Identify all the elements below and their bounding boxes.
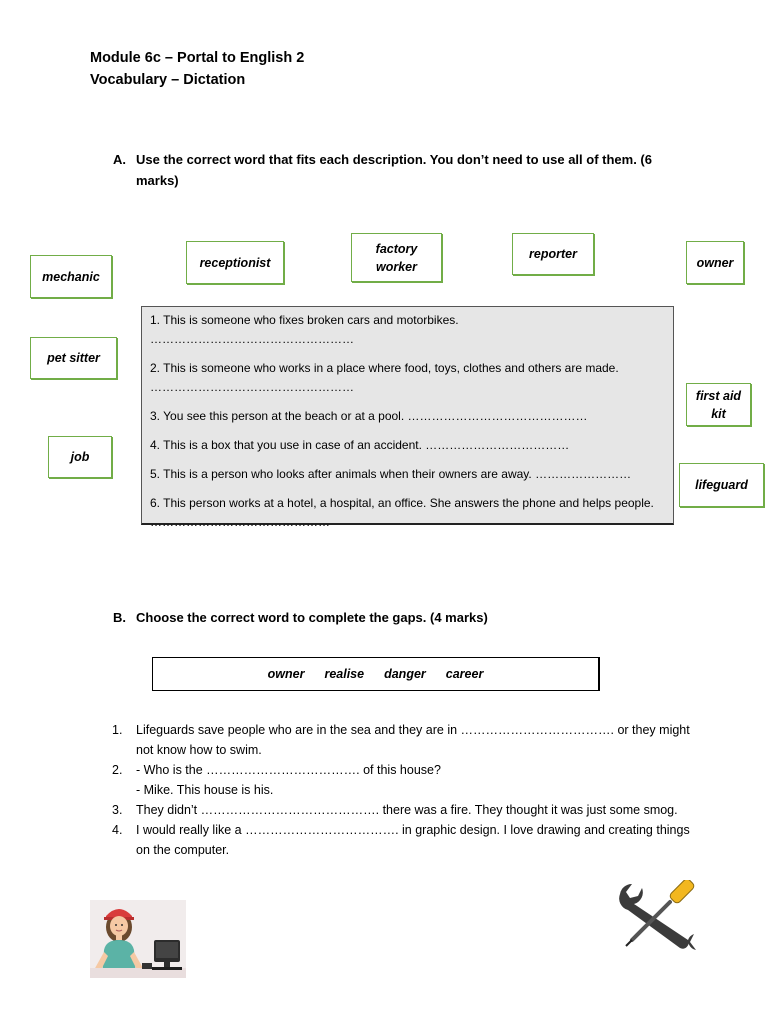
word-box-factory-worker bbox=[351, 233, 442, 282]
word-worker: worker bbox=[376, 259, 417, 274]
gap-item-number: 3. bbox=[112, 803, 123, 817]
gap-item-text: - Mike. This house is his. bbox=[136, 783, 274, 797]
word-box-pet-sitter bbox=[30, 337, 117, 379]
word-lifeguard: lifeguard bbox=[695, 478, 748, 492]
description-3: 3. You see this person at the beach or at a pool. ……………………………………… bbox=[150, 409, 588, 423]
description-6: 6. This person works at a hotel, a hospital, an office. She answers the phone and helps people. ……………………………………… bbox=[150, 496, 654, 529]
word-mechanic: mechanic bbox=[42, 269, 100, 284]
word-pet-sitter: pet sitter bbox=[47, 351, 100, 365]
description-5: 5. This is a person who looks after animals when their owners are away. …………………… bbox=[150, 467, 632, 481]
word-box-receptionist bbox=[186, 241, 284, 284]
word-box-mechanic bbox=[30, 255, 112, 298]
word-kit: kit bbox=[711, 406, 726, 421]
word-owner: owner bbox=[696, 255, 734, 270]
word-box-lifeguard bbox=[679, 463, 764, 507]
gap-item bbox=[112, 800, 692, 820]
section-a-instruction bbox=[136, 149, 696, 191]
word-box-owner bbox=[686, 241, 744, 284]
receptionist-illustration bbox=[90, 900, 186, 978]
gap-item-text: Lifeguards save people who are in the sea and they are in ………………………………. or they might not know how to swim. bbox=[136, 723, 690, 757]
gap-item-number bbox=[112, 780, 136, 800]
section-b-instruction: Choose the correct word to complete the gaps. (4 marks) bbox=[136, 610, 488, 625]
descriptions-box bbox=[141, 306, 674, 529]
word-first-aid: first aid bbox=[695, 388, 742, 403]
description-1: 1. This is someone who fixes broken cars and motorbikes. …………………………………………… bbox=[150, 313, 459, 346]
word-box-reporter bbox=[512, 233, 594, 275]
wrench-screwdriver-icon bbox=[610, 880, 702, 952]
bank-word-danger: danger bbox=[384, 667, 426, 681]
word-box-job bbox=[48, 436, 112, 478]
section-b-letter: B. bbox=[113, 610, 126, 625]
section-a-letter: A. bbox=[113, 152, 126, 167]
gap-item bbox=[112, 760, 692, 780]
description-2: 2. This is someone who works in a place where food, toys, clothes and others are made. …………………………………………… bbox=[150, 361, 619, 394]
bank-word-owner: owner bbox=[267, 667, 305, 681]
gap-item-text: - Who is the ………………………………. of this house? bbox=[136, 763, 441, 777]
gap-item-text: They didn’t ……………………………………. there was a fire. They thought it was just some smog. bbox=[136, 803, 678, 817]
section-a-instruction-line1: Use the correct word that fits each description. You don’t need to use all of them. (6 bbox=[136, 152, 652, 167]
word-factory: factory bbox=[375, 241, 418, 256]
word-receptionist: receptionist bbox=[199, 255, 271, 270]
gap-item-number: 4. bbox=[112, 823, 123, 837]
bank-word-realise: realise bbox=[324, 667, 365, 681]
gap-item bbox=[112, 720, 692, 760]
word-bank bbox=[152, 657, 600, 691]
tools-illustration bbox=[610, 880, 702, 952]
section-a-instruction-line2: marks) bbox=[136, 173, 179, 188]
gap-fill-list bbox=[112, 720, 692, 860]
gap-item bbox=[112, 820, 692, 860]
bank-word-career: career bbox=[445, 667, 484, 681]
gap-item bbox=[112, 780, 692, 800]
page-title: Module 6c – Portal to English 2 bbox=[90, 50, 305, 66]
page-subtitle: Vocabulary – Dictation bbox=[90, 72, 246, 88]
gap-item-number: 1. bbox=[112, 723, 123, 737]
word-job: job bbox=[70, 450, 90, 464]
gap-item-number: 2. bbox=[112, 763, 123, 777]
word-box-first-aid-kit bbox=[686, 383, 751, 426]
word-reporter: reporter bbox=[529, 247, 577, 261]
gap-item-text: I would really like a ………………………………. in graphic design. I love drawing and creating things on the computer. bbox=[136, 823, 690, 857]
receptionist-icon bbox=[90, 900, 186, 978]
description-4: 4. This is a box that you use in case of an accident. ……………………………… bbox=[150, 438, 570, 452]
